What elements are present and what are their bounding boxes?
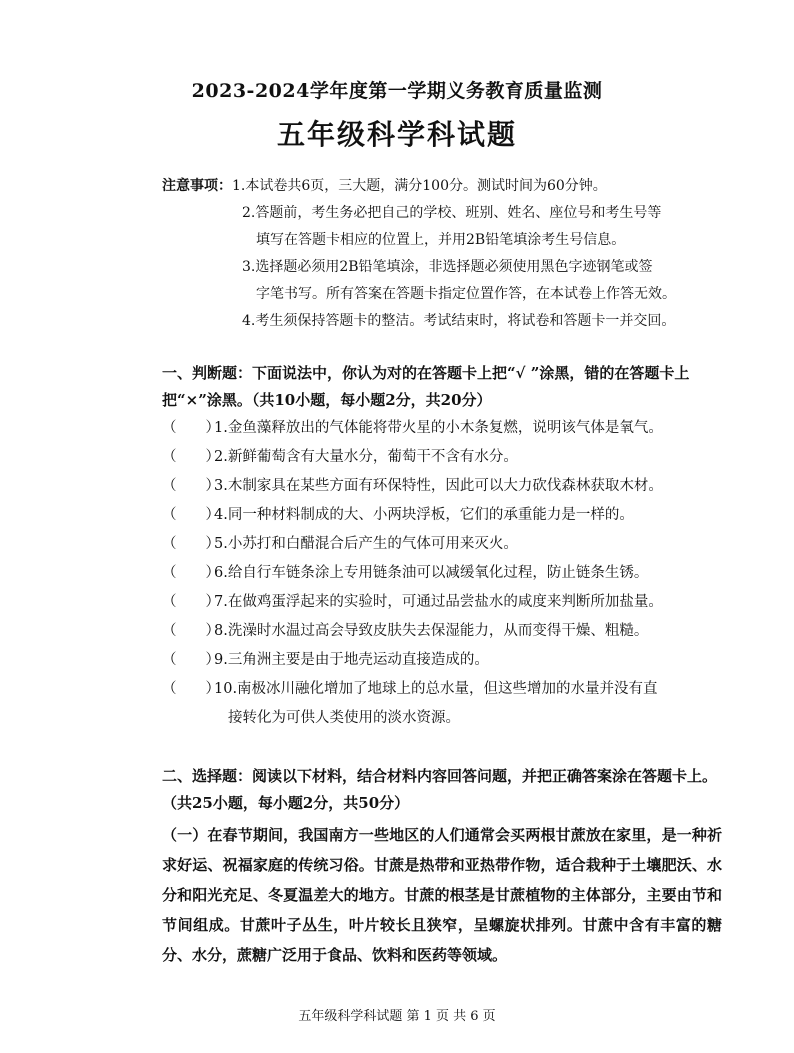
notice-line: 4.考生须保持答题卡的整洁。考试结束时，将试卷和答题卡一并交回。 xyxy=(242,313,676,329)
notice-item xyxy=(242,254,712,308)
judgement-question-list xyxy=(162,414,742,733)
notice-item xyxy=(242,200,712,254)
notice-line: 填写在答题卡相应的位置上，并用2B铅笔填涂考生号信息。 xyxy=(256,232,626,248)
answer-paren: （ ） xyxy=(162,652,220,668)
answer-paren: （ ） xyxy=(162,507,220,523)
question-text: 1.金鱼藻释放出的气体能将带火星的小木条复燃，说明该气体是氧气。 xyxy=(214,420,663,436)
reading-passage: （一）在春节期间，我国南方一些地区的人们通常会买两根甘蔗放在家里，是一种祈求好运、祝福家庭的传统习俗。甘蔗是热带和亚热带作物，适合栽种于土壤肥沃、水分和阳光充足、冬夏温差大的地方。甘蔗的根茎是甘蔗植物的主体部分，主要由节和节间组成。甘蔗叶子丛生，叶片较长且狭窄，呈螺旋状排列。甘蔗中含有丰富的糖分、水分，蔗糖广泛用于食品、饮料和医药等领域。 xyxy=(162,826,722,964)
question-text: 5.小苏打和白醋混合后产生的气体可用来灭火。 xyxy=(214,536,518,552)
question-text: 7.在做鸡蛋浮起来的实验时，可通过品尝盐水的咸度来判断所加盐量。 xyxy=(214,594,663,610)
answer-paren: （ ） xyxy=(162,536,220,552)
page-footer: 五年级科学科试题 第 1 页 共 6 页 xyxy=(298,1009,496,1024)
section1-title: 一、判断题：下面说法中，你认为对的在答题卡上把“√ ”涂黑，错的在答题卡上把“×”涂黑。（共10小题，每小题2分，共20分） xyxy=(162,364,690,409)
notice-line: 3.选择题必须用2B铅笔填涂，非选择题必须使用黑色字迹钢笔或签 xyxy=(242,259,653,275)
question-row xyxy=(162,530,742,559)
question-text: 9.三角洲主要是由于地壳运动直接造成的。 xyxy=(214,652,489,668)
question-row xyxy=(162,501,742,530)
question-row xyxy=(162,675,742,704)
answer-paren: （ ） xyxy=(162,681,220,697)
question-row xyxy=(162,414,742,443)
notice-line: 1.本试卷共6页，三大题，满分100分。测试时间为60分钟。 xyxy=(232,178,607,194)
answer-paren: （ ） xyxy=(162,594,220,610)
question-text: 6.给自行车链条涂上专用链条油可以减缓氧化过程，防止链条生锈。 xyxy=(214,565,649,581)
answer-paren: （ ） xyxy=(162,449,220,465)
question-row xyxy=(162,472,742,501)
section2-title: 二、选择题：阅读以下材料，结合材料内容回答问题，并把正确答案涂在答题卡上。（共25小题，每小题2分，共50分） xyxy=(162,767,718,812)
notice-item xyxy=(232,173,712,200)
question-row xyxy=(162,588,742,617)
question-text: 3.木制家具在某些方面有环保特性，因此可以大力砍伐森林获取木材。 xyxy=(214,478,663,494)
answer-paren: （ ） xyxy=(162,420,220,436)
question-text: 10.南极冰川融化增加了地球上的总水量，但这些增加的水量并没有直 xyxy=(214,681,658,697)
question-row xyxy=(162,559,742,588)
question-row xyxy=(162,646,742,675)
question-text: 4.同一种材料制成的大、小两块浮板，它们的承重能力是一样的。 xyxy=(214,507,634,523)
answer-paren: （ ） xyxy=(162,565,220,581)
notice-line: 字笔书写。所有答案在答题卡指定位置作答，在本试卷上作答无效。 xyxy=(256,286,676,302)
exam-title: 五年级科学科试题 xyxy=(276,118,517,151)
question-text: 2.新鲜葡萄含有大量水分，葡萄干不含有水分。 xyxy=(214,449,518,465)
question-text: 8.洗澡时水温过高会导致皮肤失去保湿能力，从而变得干燥、粗糙。 xyxy=(214,623,649,639)
notice-item xyxy=(242,308,712,335)
answer-paren: （ ） xyxy=(162,623,220,639)
notice-label: 注意事项： xyxy=(162,178,232,194)
answer-paren: （ ） xyxy=(162,478,220,494)
question-row xyxy=(162,617,742,646)
notice-list xyxy=(232,173,712,335)
question-row xyxy=(162,443,742,472)
notice-line: 2.答题前，考生务必把自己的学校、班别、姓名、座位号和考生号等 xyxy=(242,205,662,221)
exam-header-line: 2023-2024学年度第一学期义务教育质量监测 xyxy=(191,80,603,102)
question-continuation: 接转化为可供人类使用的淡水资源。 xyxy=(228,710,460,726)
